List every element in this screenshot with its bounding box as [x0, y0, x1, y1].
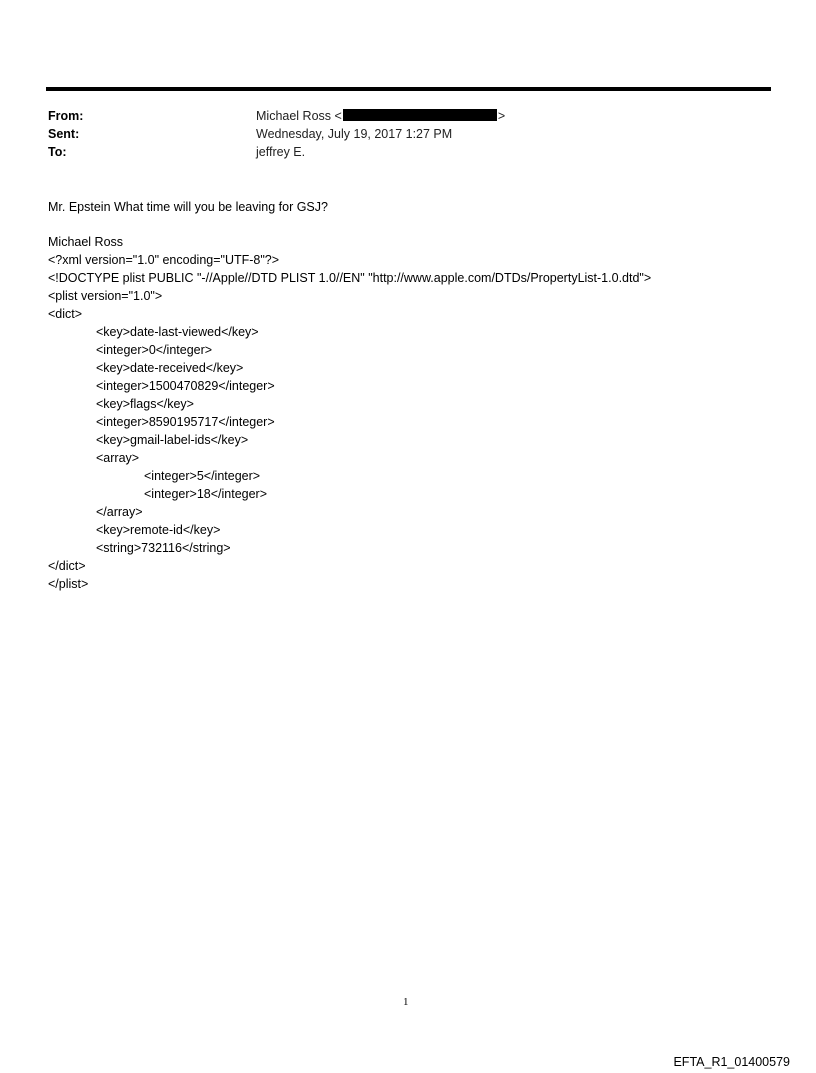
from-tail: >: [497, 109, 506, 123]
xml-line: <dict>: [48, 307, 83, 321]
xml-line: <string>732116</string>: [96, 541, 231, 555]
sent-label: Sent:: [48, 127, 80, 141]
from-value: [256, 108, 505, 124]
page-number: 1: [403, 996, 409, 1008]
signature: Michael Ross: [48, 235, 124, 249]
xml-line: <key>date-received</key>: [96, 361, 244, 375]
bates-number: EFTA_R1_01400579: [673, 1055, 790, 1069]
sent-value: Wednesday, July 19, 2017 1:27 PM: [256, 127, 453, 141]
header-divider: [46, 87, 771, 91]
xml-line: <key>remote-id</key>: [96, 523, 221, 537]
xml-line: <array>: [96, 451, 140, 465]
xml-line: <plist version="1.0">: [48, 289, 163, 303]
xml-line: <!DOCTYPE plist PUBLIC "-//Apple//DTD PLIST 1.0//EN" "http://www.apple.com/DTDs/PropertyList-1.0.dtd">: [48, 271, 652, 285]
xml-line: </array>: [96, 505, 143, 519]
xml-line: </dict>: [48, 559, 86, 573]
xml-line: <integer>5</integer>: [144, 469, 261, 483]
xml-line: <integer>8590195717</integer>: [96, 415, 275, 429]
xml-line: <key>flags</key>: [96, 397, 194, 411]
xml-line: <integer>18</integer>: [144, 487, 268, 501]
to-label: To:: [48, 145, 67, 159]
xml-line: <key>date-last-viewed</key>: [96, 325, 259, 339]
xml-line: <key>gmail-label-ids</key>: [96, 433, 249, 447]
xml-line: <integer>0</integer>: [96, 343, 213, 357]
message-text: Mr. Epstein What time will you be leaving for GSJ?: [48, 200, 328, 214]
from-label: From:: [48, 109, 84, 123]
xml-line: <?xml version="1.0" encoding="UTF-8"?>: [48, 253, 280, 267]
to-value: jeffrey E.: [256, 145, 306, 159]
xml-line: <integer>1500470829</integer>: [96, 379, 275, 393]
xml-line: </plist>: [48, 577, 89, 591]
from-name: Michael Ross <: [256, 109, 342, 123]
redaction-block: [343, 109, 497, 121]
